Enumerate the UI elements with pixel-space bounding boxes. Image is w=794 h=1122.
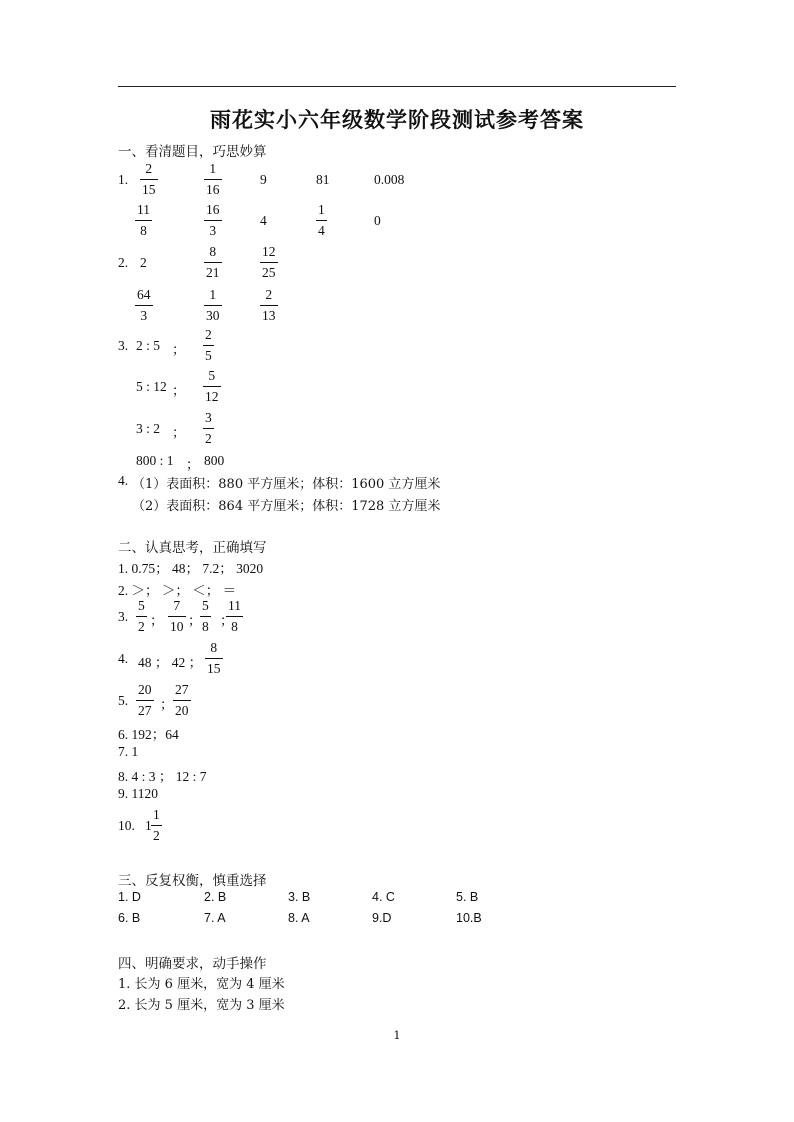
separator: ；	[150, 613, 164, 628]
fraction-answer	[200, 598, 211, 635]
choice-answer: 9.D	[372, 911, 392, 925]
ratio: 5 : 12	[136, 379, 167, 394]
fraction-answer	[204, 161, 222, 198]
denominator: 21	[206, 265, 220, 280]
denominator: 4	[318, 223, 325, 238]
mixed-number-fraction	[151, 807, 162, 844]
choice-answer: 3. B	[288, 890, 311, 904]
fraction-answer	[168, 598, 186, 635]
denominator: 16	[206, 182, 220, 197]
q2-number: 2.	[118, 255, 129, 270]
ratio: 2 : 5	[136, 338, 161, 353]
choice-answer: 7. A	[204, 911, 226, 925]
numerator: 12	[262, 244, 276, 259]
denominator: 25	[262, 265, 276, 280]
q3-last-value: 800	[204, 453, 225, 468]
s2-q5-number: 5.	[118, 693, 129, 708]
s2-answer-1: 1. 0.75； 48； 7.2； 3020	[118, 561, 264, 576]
fraction-answer	[140, 161, 158, 198]
numerator: 11	[228, 598, 241, 613]
denominator: 2	[153, 828, 160, 843]
ratio-value-fraction	[203, 410, 214, 447]
numerator: 16	[206, 202, 220, 217]
choice-answer: 10.B	[456, 911, 482, 925]
s2-answer-7: 7. 1	[118, 744, 139, 759]
numerator: 8	[210, 640, 218, 655]
numerator: 5	[208, 368, 216, 383]
denominator: 20	[175, 703, 189, 718]
page-title: 雨花实小六年级数学阶段测试参考答案	[210, 107, 584, 132]
fraction-answer	[260, 287, 278, 324]
fraction-answer	[204, 244, 222, 281]
fraction-answer	[205, 640, 223, 677]
section-4-heading: 四、明确要求，动手操作	[118, 956, 267, 972]
answer-value: 81	[316, 172, 330, 187]
choice-answer: 1. D	[118, 890, 141, 904]
header-rule	[118, 86, 676, 87]
numerator: 3	[205, 410, 212, 425]
answer-value: 9	[260, 172, 267, 187]
numerator: 2	[145, 161, 153, 176]
fraction-answer	[173, 682, 191, 719]
fraction-answer	[136, 682, 154, 719]
fraction-answer	[135, 287, 153, 324]
q1-number: 1.	[118, 172, 129, 187]
answer-value: 0	[374, 213, 381, 228]
fraction-answer	[204, 287, 222, 324]
denominator: 15	[207, 661, 221, 676]
section-2-heading: 二、认真思考，正确填写	[118, 540, 267, 556]
section-3-heading: 三、反复权衡，慎重选择	[118, 873, 267, 889]
denominator: 27	[138, 703, 152, 718]
fraction-answer	[204, 202, 222, 239]
choice-answer: 4. C	[372, 890, 395, 904]
q4-answer-2: （2）表面积：864 平方厘米；体积：1728 立方厘米	[132, 499, 441, 514]
separator: ；	[160, 697, 174, 712]
numerator: 2	[265, 287, 273, 302]
numerator: 7	[173, 598, 181, 613]
denominator: 8	[231, 619, 238, 634]
denominator: 13	[262, 308, 276, 323]
fraction-answer	[316, 202, 327, 239]
choice-answer: 6. B	[118, 911, 141, 925]
denominator: 2	[138, 619, 145, 634]
section-1-heading: 一、看清题目，巧思妙算	[118, 144, 267, 160]
denominator: 10	[170, 619, 184, 634]
denominator: 8	[202, 619, 209, 634]
fraction-answer	[135, 202, 152, 239]
q3-number: 3.	[118, 338, 129, 353]
denominator: 5	[205, 348, 212, 363]
fraction-answer	[260, 244, 278, 281]
numerator: 1	[153, 807, 160, 822]
choice-answer: 5. B	[456, 890, 479, 904]
choice-answer: 8. A	[288, 911, 310, 925]
numerator: 11	[137, 202, 150, 217]
q3-last-ratio: 800 : 1	[136, 453, 174, 468]
denominator: 12	[205, 389, 219, 404]
numerator: 1	[318, 202, 325, 217]
denominator: 8	[140, 223, 147, 238]
denominator: 30	[206, 308, 220, 323]
numerator: 8	[209, 244, 217, 259]
separator: ；	[188, 613, 202, 628]
answer-value: 2	[140, 255, 147, 270]
answer-value: 0.008	[374, 172, 405, 187]
fraction-answer	[226, 598, 243, 635]
separator: ；	[172, 342, 186, 357]
denominator: 3	[140, 308, 148, 323]
separator: ；	[172, 383, 186, 398]
numerator: 2	[205, 327, 212, 342]
numerator: 20	[138, 682, 152, 697]
denominator: 2	[205, 431, 212, 446]
numerator: 64	[137, 287, 151, 302]
numerator: 27	[175, 682, 189, 697]
s2-q3-number: 3.	[118, 609, 129, 624]
page-number: 1	[393, 1029, 401, 1042]
fraction-answer	[136, 598, 147, 635]
q3-last-separator: ；	[186, 457, 200, 472]
q4-answer-1: （1）表面积：880 平方厘米；体积：1600 立方厘米	[132, 477, 441, 492]
s2-q4-number: 4.	[118, 651, 129, 666]
answer-value: 4	[260, 213, 267, 228]
s2-answer-9: 9. 1120	[118, 786, 158, 801]
ratio-value-fraction	[203, 327, 214, 364]
q4-number: 4.	[118, 473, 129, 488]
denominator: 3	[209, 223, 217, 238]
s4-answer-2: 2. 长为 5 厘米，宽为 3 厘米	[118, 998, 285, 1013]
separator: ；	[220, 613, 234, 628]
s2-q10-number: 10.	[118, 818, 135, 833]
numerator: 1	[209, 161, 217, 176]
s2-q4-text: 48 ； 42 ；	[138, 655, 203, 670]
s2-answer-2: 2. ＞； ＞； ＜； ＝	[118, 583, 237, 598]
separator: ；	[172, 425, 186, 440]
s2-answer-6: 6. 192；64	[118, 727, 179, 742]
choice-answer: 2. B	[204, 890, 227, 904]
ratio-value-fraction	[203, 368, 221, 405]
numerator: 1	[209, 287, 217, 302]
s2-answer-8: 8. 4 : 3 ； 12 : 7	[118, 769, 207, 784]
denominator: 15	[142, 182, 156, 197]
s2-q10-whole: 1	[145, 818, 152, 833]
s4-answer-1: 1. 长为 6 厘米，宽为 4 厘米	[118, 977, 285, 992]
numerator: 5	[202, 598, 209, 613]
ratio: 3 : 2	[136, 421, 161, 436]
numerator: 5	[138, 598, 145, 613]
